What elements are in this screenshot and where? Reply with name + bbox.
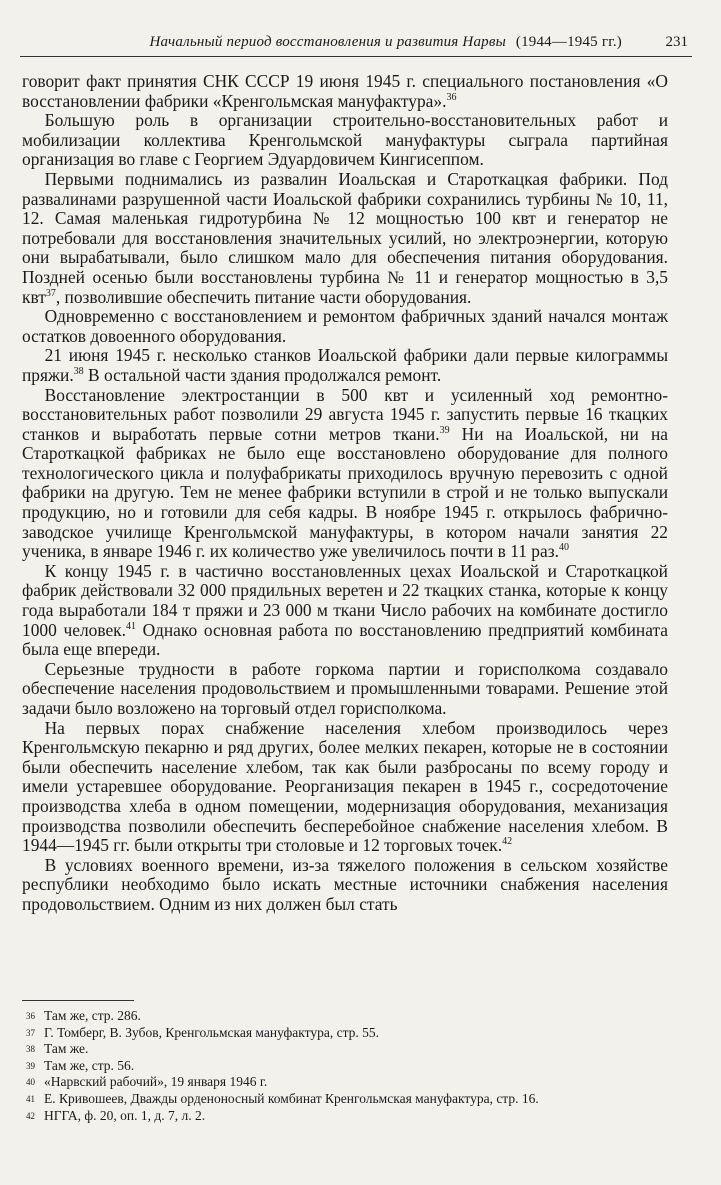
footnote-text: Г. Томберг, В. Зубов, Кренгольмская мануфактура, стр. 55. — [44, 1024, 380, 1040]
paragraph: Восстановление электростанции в 500 квт и усиленный ход ремонтно-восстановительных работ позволили 29 августа 1945 г. запустить первые 16 ткацких станков и выработать первые сотни метров ткани.$^{39}$ Ни на Иоальской, ни на Староткацкой фабриках не было еще восстановлено оборудование для полного технологического цикла и полуфабрикаты приходилось вручную перевозить с одной фабрики на другую. Тем не менее фабрики вступили в строй и не только выпускали продукцию, но и готовили для себя кадры. В ноябре 1945 г. открылось фабрично-заводское училище Кренгольмской мануфактуры, в котором начали занятия 22 ученика, в январе 1946 г. их количество уже увеличилось почти в 11 раз.$^{40}$ — [22, 384, 668, 562]
running-title — [150, 34, 622, 51]
footnote-text: НГГА, ф. 20, оп. 1, д. 7, л. 2. — [44, 1107, 206, 1123]
footnote — [22, 1074, 668, 1091]
paragraph: На первых порах снабжение населения хлебом производилось через Кренгольмскую пекарню и ряд других, более мелких пекарен, которые не в состоянии были обеспечить население хлебом, так как были разбросаны по всему городу и имели устаревшее оборудование. Реорганизация пекарен в 1945 г., сосредоточение производства хлеба в одном помещении, модернизация оборудования, механизация производства позволили обеспечить бесперебойное снабжение населения хлебом. В 1944—1945 гг. были открыты три столовые и 12 торговых точек.$^{42}$ — [22, 717, 668, 856]
footnote-number: 42 — [26, 1110, 35, 1121]
footnote-text: Е. Кривошеев, Дважды орденоносный комбинат Кренгольмская мануфактура, стр. 16. — [44, 1090, 539, 1106]
footnote-number: 40 — [26, 1077, 35, 1088]
footnote-text: Там же, стр. 286. — [44, 1008, 141, 1023]
footnote-ref[interactable]: 41 — [125, 620, 136, 632]
footnote-text: Там же, стр. 56. — [44, 1057, 135, 1073]
running-title-years: (1944—1945 гг.) — [515, 34, 622, 50]
paragraph: 21 июня 1945 г. несколько станков Иоальской фабрики дали первые килограммы пряжи.$^{38}$ В остальной части здания продолжался ремонт. — [22, 345, 668, 385]
paragraph: В условиях военного времени, из-за тяжелого положения в сельском хозяйстве республики необходимо было искать местные источники снабжения населения продовольствием. Одним из них должен был стать — [22, 854, 668, 914]
paragraph: Большую роль в организации строительно-восстановительных работ и мобилизации коллектива Кренгольмской мануфактуры сыграла партийная организация во главе с Георгием Эдуардовичем Кингисеппом. — [22, 110, 668, 170]
footnote — [22, 1108, 668, 1125]
running-header — [20, 28, 692, 57]
footnote — [22, 1008, 668, 1025]
footnote-ref[interactable]: 36 — [446, 91, 457, 103]
footnote-number: 38 — [26, 1044, 35, 1055]
main-text — [22, 72, 668, 915]
running-title-text: Начальный период восстановления и развития Нарвы — [149, 34, 506, 50]
page-number: 231 — [665, 34, 688, 50]
footnote-number: 41 — [26, 1093, 35, 1104]
footnote-number: 39 — [26, 1060, 35, 1071]
paragraph: Серьезные трудности в работе горкома партии и горисполкома создавало обеспечение населения продовольствием и промышленными товарами. Решение этой задачи было возложено на торговый отдел горисполкома. — [22, 658, 668, 718]
paragraph: К концу 1945 г. в частично восстановленных цехах Иоальской и Староткацкой фабрик действовали 32 000 прядильных веретен и 22 ткацких станка, которые к концу года выработали 184 т пряжи и 23 000 м ткани Число рабочих на комбинате достигло 1000 человек.$^{41}$ Однако основная работа по восстановлению предприятий комбината была еще впереди. — [22, 560, 669, 660]
footnote-ref[interactable]: 39 — [439, 424, 450, 436]
footnote — [22, 1041, 668, 1058]
footnote — [22, 1025, 668, 1042]
footnote-ref[interactable]: 40 — [558, 542, 569, 554]
footnote-ref[interactable]: 42 — [502, 836, 513, 848]
paragraph: Одновременно с восстановлением и ремонтом фабричных зданий начался монтаж остатков довоенного оборудования. — [22, 306, 668, 346]
footnote-text: Там же. — [44, 1041, 89, 1057]
footnote-divider — [22, 1000, 134, 1001]
footnote-number: 36 — [26, 1011, 35, 1021]
footnote-number: 37 — [26, 1027, 35, 1038]
footnote-ref[interactable]: 38 — [73, 365, 84, 377]
footnotes — [22, 1008, 668, 1124]
footnote — [22, 1058, 668, 1075]
paragraph: говорит факт принятия СНК СССР 19 июня 1945 г. специального постановления «О восстановлении фабрики «Кренгольмская мануфактура».$^{36}$ — [22, 71, 668, 111]
footnote — [22, 1091, 668, 1108]
footnote-text: «Нарвский рабочий», 19 января 1946 г. — [44, 1074, 268, 1090]
footnote-ref[interactable]: 37 — [45, 287, 56, 299]
paragraph: Первыми поднимались из развалин Иоальская и Староткацкая фабрики. Под развалинами разрушенной части Иоальской фабрики сохранились турбины № 10, 11, 12. Самая маленькая гидротурбина № 12 мощностью 100 квт и генератор не потребовали для восстановления значительных усилий, но электроэнергии, которую они вырабатывали, было слишком мало для обеспечения питания оборудования. Поздней осенью были восстановлены турбина № 11 и генератор мощностью в 3,5 квт$^{37}$, позволившие обеспечить питание части оборудования. — [22, 168, 668, 307]
